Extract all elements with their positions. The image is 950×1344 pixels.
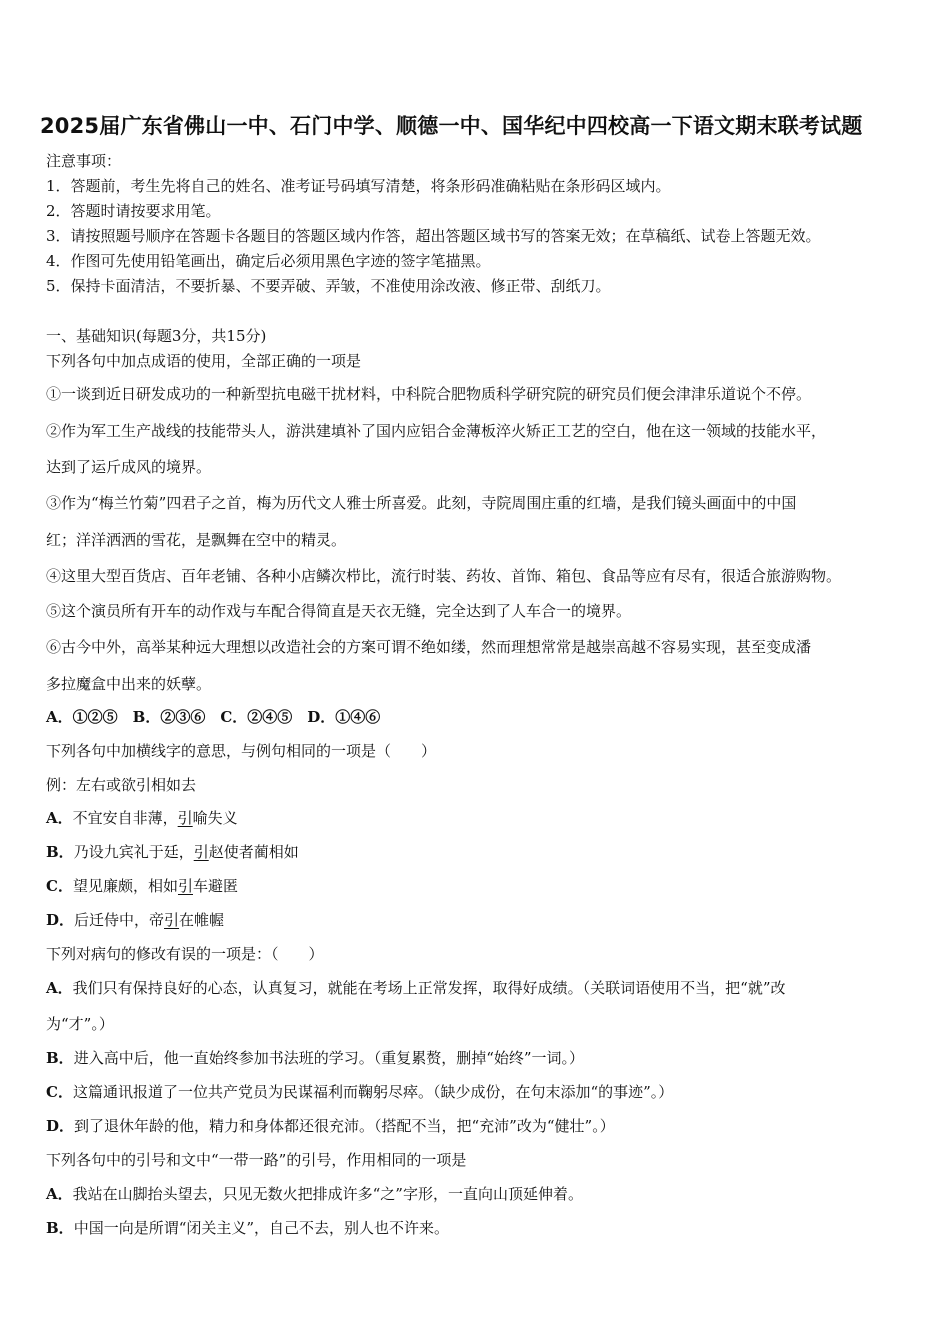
q2-option-a-text: 不宜安自非薄， bbox=[72, 809, 178, 827]
q2-option-c-label: C． bbox=[46, 877, 73, 895]
q2-option-b bbox=[46, 841, 916, 863]
q3-option-d bbox=[46, 1115, 916, 1137]
q2-option-a-text-end: 喻失义 bbox=[192, 809, 238, 827]
q3-option-d-label: D． bbox=[46, 1117, 75, 1135]
q1-sentence-6a: ⑥古今中外，高举某种远大理想以改造社会的方案可谓不绝如缕，然而理想常常是越崇高越不容易实现，甚至变成潘 bbox=[46, 638, 812, 656]
q3-option-a-text: 我们只有保持良好的心态，认真复习，就能在考场上正常发挥，取得好成绩。（关联词语使用不当，把“就”改 bbox=[72, 979, 786, 997]
q3-stem: 下列对病句的修改有误的一项是：（ ） bbox=[46, 945, 324, 963]
q4-option-b-text: 中国一向是所谓“闭关主义”，自己不去，别人也不许来。 bbox=[73, 1219, 450, 1237]
notice-item-5: 5．保持卡面清洁，不要折暴、不要弄破、弄皱，不准使用涂改液、修正带、刮纸刀。 bbox=[46, 277, 611, 295]
q2-option-d-text: 后迁侍中，帝 bbox=[74, 911, 165, 929]
notice-heading: 注意事项： bbox=[46, 152, 122, 170]
q1-sentence-5: ⑤这个演员所有开车的动作戏与车配合得简直是天衣无缝，完全达到了人车合一的境界。 bbox=[46, 602, 632, 620]
section-heading: 一、基础知识(每题3分，共15分) bbox=[46, 327, 267, 345]
q2-option-b-underlined: 引 bbox=[193, 843, 209, 861]
q2-option-d-text-end: 在帷幄 bbox=[179, 911, 225, 929]
q1-sentence-4: ④这里大型百货店、百年老铺、各种小店鳞次栉比，流行时装、药妆、首饰、箱包、食品等应有尽有，很适合旅游购物。 bbox=[46, 567, 842, 585]
q4-option-b-label: B． bbox=[46, 1219, 74, 1237]
q3-option-c-label: C． bbox=[46, 1083, 73, 1101]
q3-option-b bbox=[46, 1047, 916, 1069]
q4-option-a bbox=[46, 1183, 916, 1205]
q3-option-b-label: B． bbox=[46, 1049, 74, 1067]
q2-option-a-label: A． bbox=[46, 809, 73, 827]
exam-title: 2025届广东省佛山一中、石门中学、顺德一中、国华纪中四校高一下语文期末联考试题 bbox=[40, 114, 863, 138]
q3-option-c-text: 这篇通讯报道了一位共产党员为民谋福利而鞠躬尽瘁。（缺少成份，在句末添加“的事迹”。） bbox=[72, 1083, 674, 1101]
q2-option-c-text: 望见廉颇，相如 bbox=[72, 877, 178, 895]
q3-option-d-text: 到了退休年龄的他，精力和身体都还很充沛。（搭配不当，把“充沛”改为“健壮”。） bbox=[74, 1117, 615, 1135]
q2-option-b-text-end: 赵使者蔺相如 bbox=[208, 843, 299, 861]
notice-item-4: 4．作图可先使用铅笔画出，确定后必须用黑色字迹的签字笔描黑。 bbox=[46, 252, 491, 270]
q1-sentence-2b: 达到了运斤成风的境界。 bbox=[46, 458, 212, 476]
q4-stem: 下列各句中的引号和文中“一带一路”的引号，作用相同的一项是 bbox=[46, 1151, 467, 1169]
q2-stem: 下列各句中加横线字的意思，与例句相同的一项是（ ） bbox=[46, 742, 437, 760]
q2-option-a bbox=[46, 807, 916, 829]
q2-option-c-underlined: 引 bbox=[177, 877, 193, 895]
q1-sentence-6b: 多拉魔盒中出来的妖孽。 bbox=[46, 675, 212, 693]
q1-stem: 下列各句中加点成语的使用，全部正确的一项是 bbox=[46, 352, 362, 370]
q2-option-b-label: B． bbox=[46, 843, 74, 861]
q4-option-a-text: 我站在山脚抬头望去，只见无数火把排成许多“之”字形，一直向山顶延伸着。 bbox=[72, 1185, 583, 1203]
q3-option-a-cont: 为“才”。） bbox=[46, 1015, 114, 1033]
q4-option-b bbox=[46, 1217, 916, 1239]
q2-option-a-underlined: 引 bbox=[177, 809, 193, 827]
q1-sentence-3b: 红；洋洋洒洒的雪花，是飘舞在空中的精灵。 bbox=[46, 531, 347, 549]
q1-sentence-3a: ③作为“梅兰竹菊”四君子之首，梅为历代文人雅士所喜爱。此刻，寺院周围庄重的红墙，是我们镜头画面中的中国 bbox=[46, 494, 797, 512]
q3-option-a-label: A． bbox=[46, 979, 73, 997]
q2-option-c bbox=[46, 875, 916, 897]
q3-option-b-text: 进入高中后，他一直始终参加书法班的学习。（重复累赘，删掉“始终”一词。） bbox=[73, 1049, 585, 1067]
notice-item-1: 1．答题前，考生先将自己的姓名、准考证号码填写清楚，将条形码准确粘贴在条形码区域内。 bbox=[46, 177, 671, 195]
q3-option-a bbox=[46, 977, 916, 999]
q2-option-c-text-end: 车避匿 bbox=[192, 877, 238, 895]
q2-option-d-label: D． bbox=[46, 911, 75, 929]
q1-sentence-2a: ②作为军工生产战线的技能带头人，游洪建填补了国内应铝合金薄板淬火矫正工艺的空白，他在这一领域的技能水平， bbox=[46, 422, 827, 440]
q2-option-b-text: 乃设九宾礼于廷， bbox=[73, 843, 194, 861]
notice-item-2: 2．答题时请按要求用笔。 bbox=[46, 202, 221, 220]
notice-item-3: 3．请按照题号顺序在答题卡各题目的答题区域内作答，超出答题区域书写的答案无效；在草稿纸、试卷上答题无效。 bbox=[46, 227, 821, 245]
q2-option-d bbox=[46, 909, 916, 931]
q1-options: A．①②⑤ B．②③⑥ C．②④⑤ D．①④⑥ bbox=[46, 708, 381, 726]
q2-option-d-underlined: 引 bbox=[164, 911, 180, 929]
q2-example: 例：左右或欲引相如去 bbox=[46, 776, 197, 794]
q4-option-a-label: A． bbox=[46, 1185, 73, 1203]
q3-option-c bbox=[46, 1081, 916, 1103]
q1-sentence-1: ①一谈到近日研发成功的一种新型抗电磁干扰材料，中科院合肥物质科学研究院的研究员们便会津津乐道说个不停。 bbox=[46, 385, 812, 403]
